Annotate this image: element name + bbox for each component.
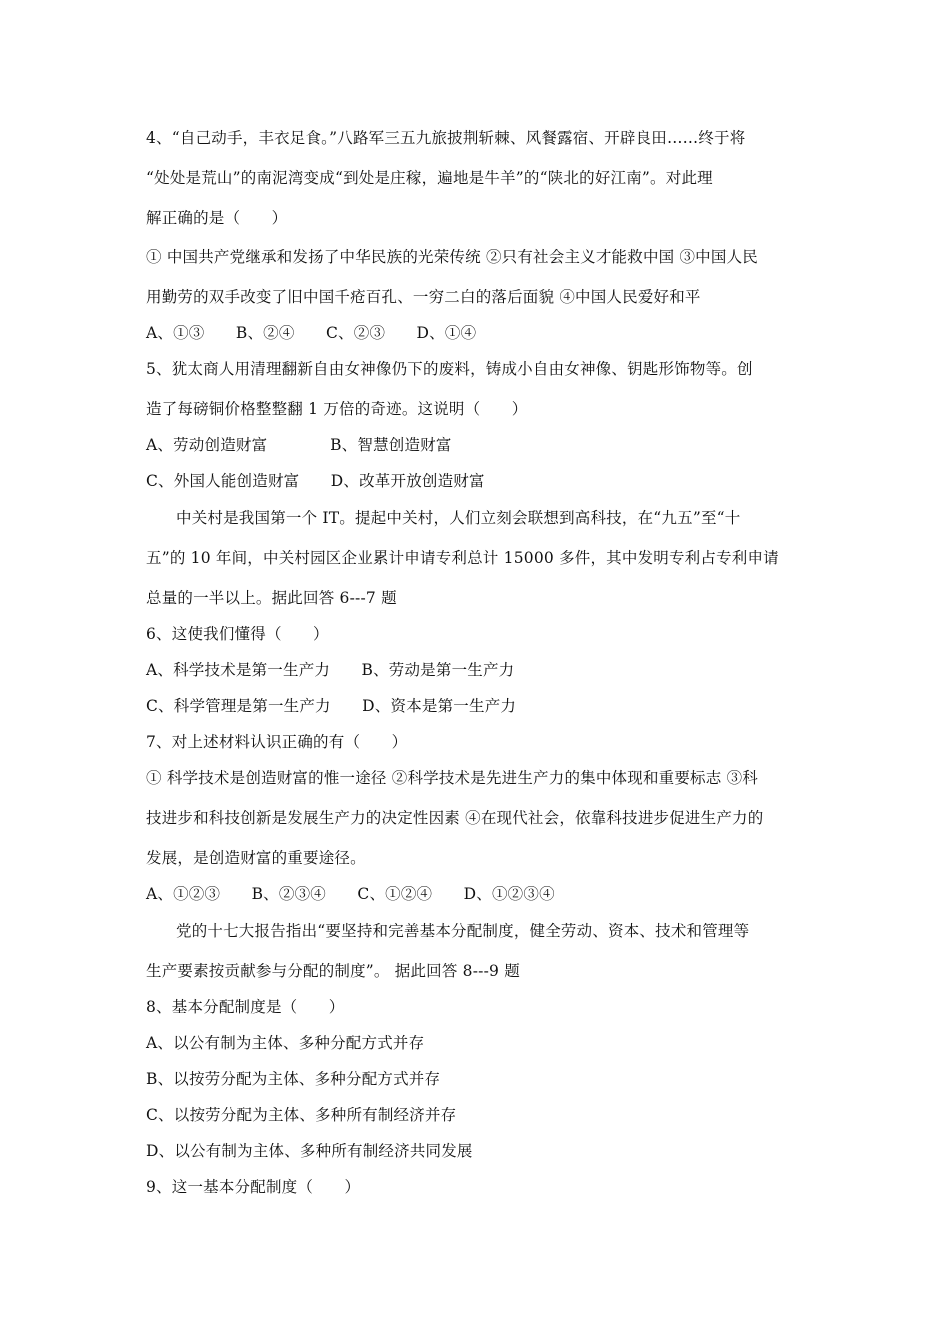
passage-2-line-2: 生产要素按贡献参与分配的制度”。 据此回答 8---9 题 [146, 962, 520, 980]
q4-statements-line-1: ① 中国共产党继承和发扬了中华民族的光荣传统 ②只有社会主义才能救中国 ③中国人民 [146, 248, 758, 266]
q4-stem-line-2: “处处是荒山”的南泥湾变成“到处是庄稼，遍地是牛羊”的“陕北的好江南”。对此理 [146, 169, 713, 187]
q8-option-b: B、以按劳分配为主体、多种分配方式并存 [146, 1070, 441, 1088]
q9-stem: 9、这一基本分配制度（ ） [146, 1178, 361, 1196]
q5-options-line-2: C、外国人能创造财富 D、改革开放创造财富 [146, 472, 485, 490]
passage-2-line-1: 党的十七大报告指出“要坚持和完善基本分配制度，健全劳动、资本、技术和管理等 [176, 922, 750, 940]
q6-options-line-1: A、科学技术是第一生产力 B、劳动是第一生产力 [146, 661, 515, 679]
q7-statements-line-2: 技进步和科技创新是发展生产力的决定性因素 ④在现代社会，依靠科技进步促进生产力的 [146, 809, 764, 827]
q4-stem-line-3: 解正确的是（ ） [146, 209, 288, 227]
q7-statements-line-3: 发展，是创造财富的重要途径。 [146, 849, 366, 867]
passage-1-line-3: 总量的一半以上。据此回答 6---7 题 [146, 589, 397, 607]
q8-stem: 8、基本分配制度是（ ） [146, 998, 345, 1016]
q7-options: A、①②③ B、②③④ C、①②④ D、①②③④ [146, 885, 555, 903]
passage-1-line-2: 五”的 10 年间，中关村园区企业累计申请专利总计 15000 多件，其中发明专利占专利申请 [146, 549, 779, 567]
q4-statements-line-2: 用勤劳的双手改变了旧中国千疮百孔、一穷二白的落后面貌 ④中国人民爱好和平 [146, 288, 701, 306]
q8-option-d: D、以公有制为主体、多种所有制经济共同发展 [146, 1142, 473, 1160]
q4-options: A、①③ B、②④ C、②③ D、①④ [146, 324, 477, 342]
q6-stem: 6、这使我们懂得（ ） [146, 625, 329, 643]
q5-options-line-1: A、劳动创造财富 B、智慧创造财富 [146, 436, 452, 454]
q8-option-c: C、以按劳分配为主体、多种所有制经济并存 [146, 1106, 457, 1124]
q5-stem-line-1: 5、犹太商人用清理翻新自由女神像仍下的废料，铸成小自由女神像、钥匙形饰物等。创 [146, 360, 753, 378]
q4-stem-line-1: 4、“自己动手，丰衣足食。”八路军三五九旅披荆斩棘、风餐露宿、开辟良田……终于将 [146, 129, 746, 147]
q7-stem: 7、对上述材料认识正确的有（ ） [146, 733, 408, 751]
q7-statements-line-1: ① 科学技术是创造财富的惟一途径 ②科学技术是先进生产力的集中体现和重要标志 ③科 [146, 769, 758, 787]
q8-option-a: A、以公有制为主体、多种分配方式并存 [146, 1034, 425, 1052]
q5-stem-line-2: 造了每磅铜价格整整翻 1 万倍的奇迹。这说明（ ） [146, 400, 528, 418]
q6-options-line-2: C、科学管理是第一生产力 D、资本是第一生产力 [146, 697, 517, 715]
passage-1-line-1: 中关村是我国第一个 IT。提起中关村，人们立刻会联想到高科技，在“九五”至“十 [176, 509, 741, 527]
